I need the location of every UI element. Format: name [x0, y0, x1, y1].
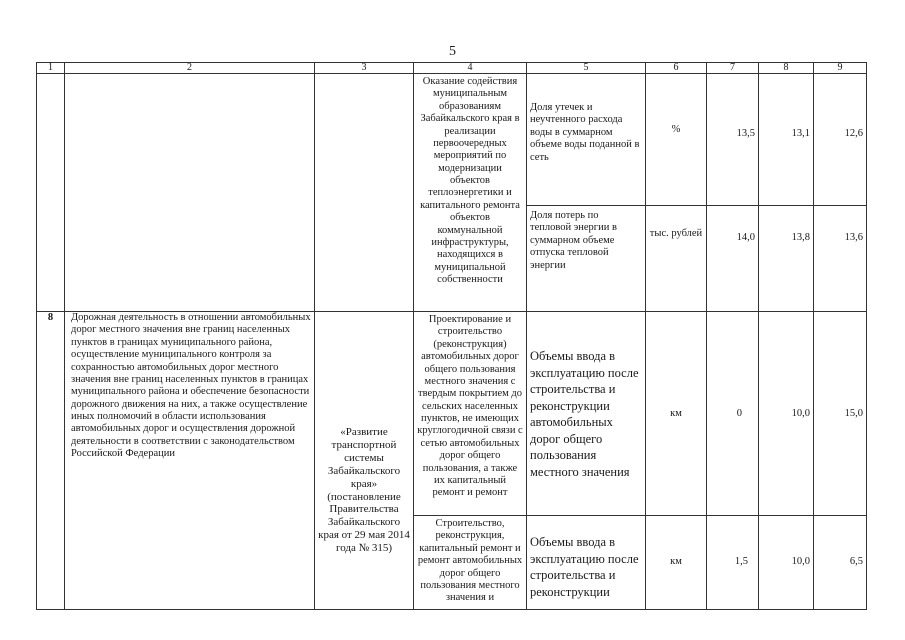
- measure-cell: Строительство, реконструкция, капитальный ремонт и ремонт автомобильных дорог общего пользования местного значения и: [414, 516, 527, 610]
- value-col9: 15,0: [814, 312, 867, 516]
- page-number: 5: [449, 44, 456, 59]
- measure-cell: Оказание содействия муниципальным образованиям Забайкальского края в реализации первоочередных мероприятий по модернизации объектов теплоэнергетики и капитального ремонта объектов коммунальной инфраструктуры, находящихся в муниципальной собственности: [414, 74, 527, 312]
- header-cell: 6: [646, 63, 707, 74]
- value-col7: 14,0: [707, 206, 759, 312]
- program-cell: «Развитие транспортной системы Забайкальского края» (постановление Правительства Забайкальского края от 29 мая 2014 года № 315): [315, 312, 414, 610]
- value-col7: 1,5: [707, 516, 759, 610]
- header-cell: 4: [414, 63, 527, 74]
- indicators-table: [36, 62, 867, 610]
- power-cell: [65, 74, 315, 312]
- indicator-name: Доля потерь по тепловой энергии в суммарном объеме отпуска тепловой энергии: [527, 206, 646, 312]
- value-col9: 13,6: [814, 206, 867, 312]
- value-col8: 10,0: [759, 312, 814, 516]
- indicator-name: Объемы ввода в эксплуатацию после строительства и реконструкции автомобильных дорог общего пользования местного значения: [527, 312, 646, 516]
- number-cell: [37, 74, 65, 312]
- header-cell: 8: [759, 63, 814, 74]
- indicator-unit: %: [646, 74, 707, 206]
- value-col8: 10,0: [759, 516, 814, 610]
- header-cell: 5: [527, 63, 646, 74]
- indicator-name: Доля утечек и неучтенного расхода воды в суммарном объеме воды поданной в сеть: [527, 74, 646, 206]
- header-row: [37, 63, 867, 74]
- value-col7: 0: [707, 312, 759, 516]
- number-cell: 8: [37, 312, 65, 610]
- indicator-unit: км: [646, 516, 707, 610]
- header-cell: 1: [37, 63, 65, 74]
- header-cell: 9: [814, 63, 867, 74]
- value-col8: 13,1: [759, 74, 814, 206]
- table-row: [37, 312, 867, 516]
- value-col8: 13,8: [759, 206, 814, 312]
- program-cell: [315, 74, 414, 312]
- header-cell: 2: [65, 63, 315, 74]
- indicator-unit: км: [646, 312, 707, 516]
- header-cell: 3: [315, 63, 414, 74]
- header-cell: 7: [707, 63, 759, 74]
- table-row: [37, 74, 867, 206]
- value-col9: 6,5: [814, 516, 867, 610]
- value-col9: 12,6: [814, 74, 867, 206]
- measure-cell: Проектирование и строительство (реконструкция) автомобильных дорог общего пользования местного значения с твердым покрытием до сельских населенных пунктов, не имеющих круглогодичной связи с сетью автомобильных дорог общего пользования, а также их капитальный ремонт и ремонт: [414, 312, 527, 516]
- value-col7: 13,5: [707, 74, 759, 206]
- indicator-name: Объемы ввода в эксплуатацию после строительства и реконструкции: [527, 516, 646, 610]
- indicator-unit: тыс. рублей: [646, 206, 707, 312]
- power-cell: Дорожная деятельность в отношении автомобильных дорог местного значения вне границ населенных пунктов в границах муниципального района, осуществление муниципального контроля за сохранностью автомобильных дорог местного значения вне границ населенных пунктов в границах муниципального района и обеспечение безопасности дорожного движения на них, а также осуществление иных полномочий в области использования автомобильных дорог и осуществления дорожной деятельности в соответствии с законодательством Российской Федерации: [65, 312, 315, 610]
